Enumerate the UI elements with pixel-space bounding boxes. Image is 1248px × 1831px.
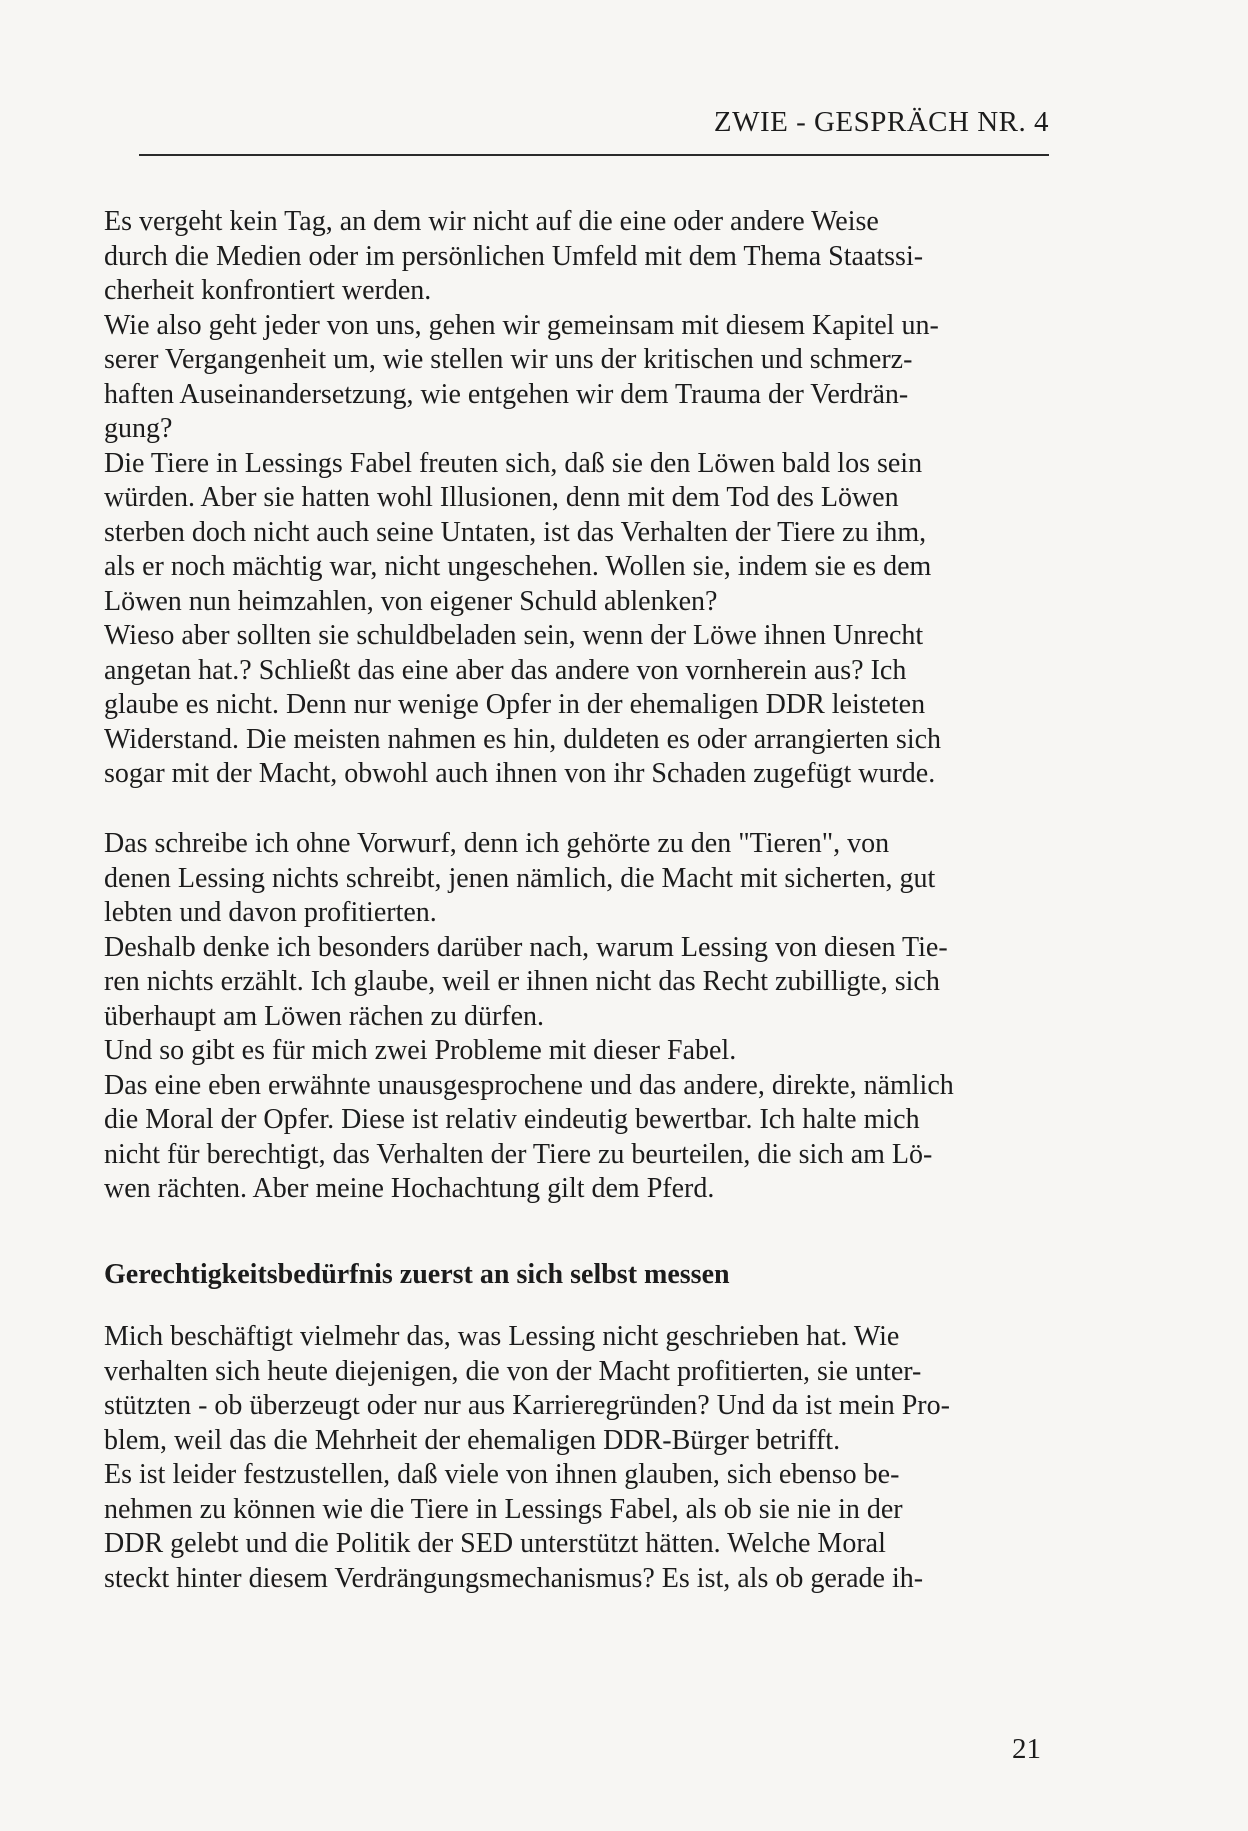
- text-line: nehmen zu können wie die Tiere in Lessings Fabel, als ob sie nie in der: [104, 1493, 903, 1525]
- text-line: gung?: [104, 413, 173, 444]
- text-line: glaube es nicht. Denn nur wenige Opfer in der ehemaligen DDR leisteten: [104, 689, 926, 720]
- text-line: durch die Medien oder im persönlichen Umfeld mit dem Thema Staatssi-: [104, 240, 924, 272]
- section-heading: Gerechtigkeitsbedürfnis zuerst an sich selbst messen: [104, 1259, 730, 1290]
- text-line: haften Auseinandersetzung, wie entgehen wir dem Trauma der Verdrän-: [104, 378, 909, 410]
- text-block-3: [104, 1320, 1048, 1596]
- text-line: steckt hinter diesem Verdrängungsmechanismus? Es ist, als ob gerade ih-: [104, 1562, 924, 1594]
- text-line: sogar mit der Macht, obwohl auch ihnen von ihr Schaden zugefügt wurde.: [104, 758, 936, 789]
- text-line: Das eine eben erwähnte unausgesprochene und das andere, direkte, nämlich: [104, 1069, 954, 1101]
- text-line: denen Lessing nichts schreibt, jenen nämlich, die Macht mit sicherten, gut: [104, 862, 936, 894]
- text-line: Mich beschäftigt vielmehr das, was Lessing nicht geschrieben hat. Wie: [104, 1321, 900, 1352]
- text-line: nicht für berechtigt, das Verhalten der Tiere zu beurteilen, die sich am Lö-: [104, 1138, 933, 1170]
- text-line: Die Tiere in Lessings Fabel freuten sich, daß sie den Löwen bald los sein: [104, 447, 923, 479]
- text-line: Und so gibt es für mich zwei Probleme mit dieser Fabel.: [104, 1035, 737, 1066]
- text-line: überhaupt am Löwen rächen zu dürfen.: [104, 1000, 545, 1032]
- text-line: lebten und davon profitierten.: [104, 897, 437, 928]
- text-block-1: [104, 205, 1048, 792]
- text-line: Widerstand. Die meisten nahmen es hin, duldeten es oder arrangierten sich: [104, 723, 942, 755]
- text-line: Löwen nun heimzahlen, von eigener Schuld ablenken?: [104, 585, 718, 617]
- text-line: wen rächten. Aber meine Hochachtung gilt dem Pferd.: [104, 1173, 715, 1204]
- text-line: Es ist leider festzustellen, daß viele von ihnen glauben, sich ebenso be-: [104, 1459, 900, 1490]
- text-line: die Moral der Opfer. Diese ist relativ eindeutig bewertbar. Ich halte mich: [104, 1104, 920, 1135]
- text-line: serer Vergangenheit um, wie stellen wir uns der kritischen und schmerz-: [104, 344, 913, 375]
- header-rule: [139, 154, 1049, 156]
- text-line: Das schreibe ich ohne Vorwurf, denn ich gehörte zu den "Tieren", von: [104, 828, 890, 859]
- text-line: ren nichts erzählt. Ich glaube, weil er ihnen nicht das Recht zubilligte, sich: [104, 966, 940, 997]
- text-line: Wie also geht jeder von uns, gehen wir gemeinsam mit diesem Kapitel un-: [104, 309, 939, 341]
- text-line: Deshalb denke ich besonders darüber nach, warum Lessing von diesen Tie-: [104, 931, 948, 963]
- text-line: DDR gelebt und die Politik der SED unterstützt hätten. Welche Moral: [104, 1528, 886, 1559]
- text-line: Wieso aber sollten sie schuldbeladen sein, wenn der Löwe ihnen Unrecht: [104, 620, 924, 651]
- text-line: stützten - ob überzeugt oder nur aus Karrieregründen? Und da ist mein Pro-: [104, 1390, 950, 1421]
- text-line: blem, weil das die Mehrheit der ehemaligen DDR-Bürger betrifft.: [104, 1424, 841, 1456]
- text-line: cherheit konfrontiert werden.: [104, 275, 432, 306]
- text-line: sterben doch nicht auch seine Untaten, ist das Verhalten der Tiere zu ihm,: [104, 516, 927, 548]
- running-header: ZWIE - GESPRÄCH NR. 4: [713, 106, 1049, 138]
- text-line: Es vergeht kein Tag, an dem wir nicht auf die eine oder andere Weise: [104, 206, 879, 237]
- text-line: angetan hat.? Schließt das eine aber das andere von vornherein aus? Ich: [104, 654, 907, 686]
- page-number: 21: [1012, 1733, 1041, 1765]
- text-line: verhalten sich heute diejenigen, die von der Macht profitierten, sie unter-: [104, 1355, 922, 1387]
- text-line: als er noch mächtig war, nicht ungeschehen. Wollen sie, indem sie es dem: [104, 551, 932, 582]
- text-line: würden. Aber sie hatten wohl Illusionen, denn mit dem Tod des Löwen: [104, 482, 899, 513]
- text-block-2: [104, 827, 1048, 1207]
